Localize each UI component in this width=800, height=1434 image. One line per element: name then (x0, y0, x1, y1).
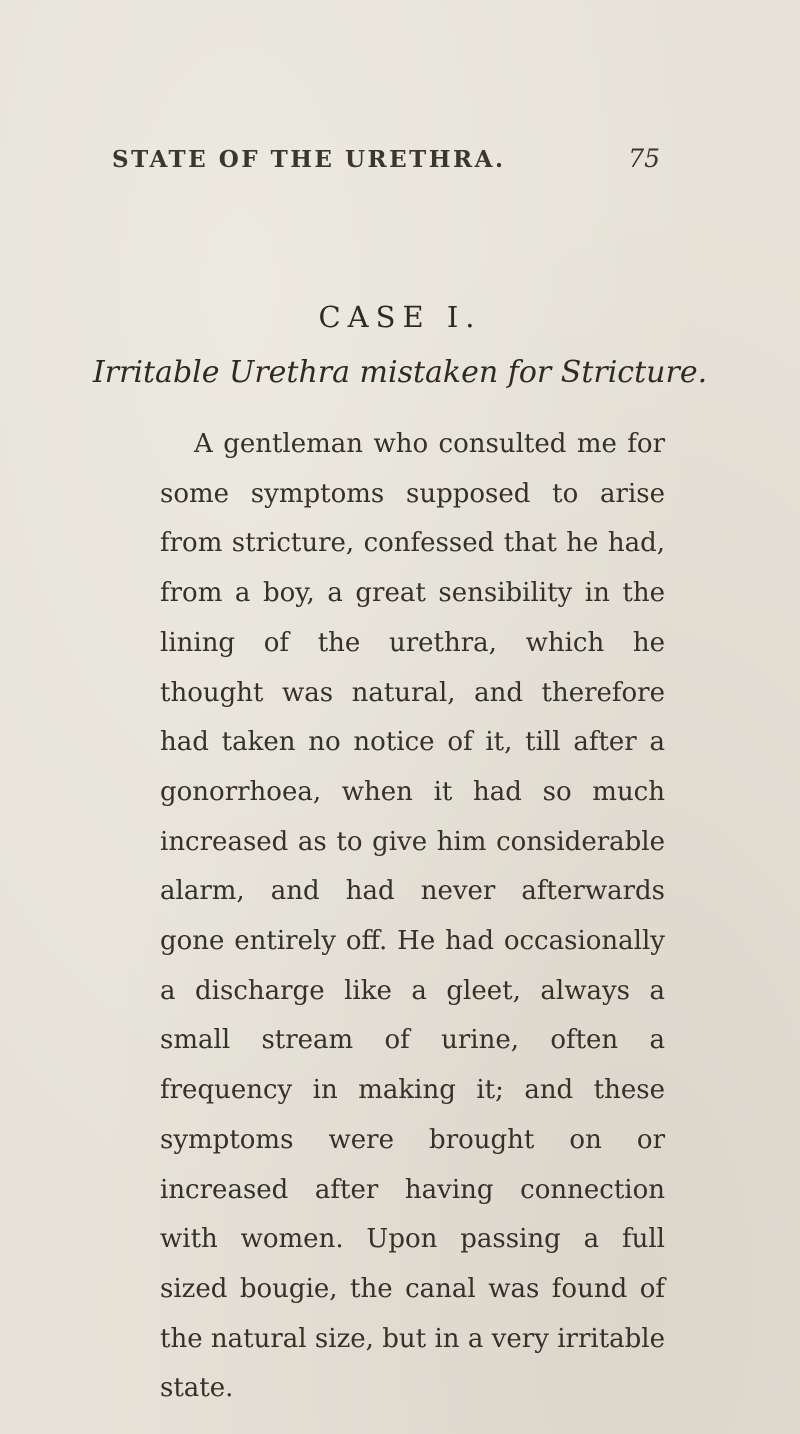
case-heading: CASE I. (318, 300, 482, 334)
running-head (100, 146, 660, 186)
running-title: STATE OF THE URETHRA. (112, 146, 506, 173)
case-paragraph: A gentleman who consulted me for some symptoms supposed to arise from stricture, confessed that he had, from a boy, a great sensibility in the lining of the urethra, which he thought was natural, and therefore had taken no notice of it, till after a gonorrhoea, when it had so much increased as to give him considerable alarm, and had never afterwards gone entirely off. He had occasionally a discharge like a gleet, always a small stream of urine, often a frequency in making it; and these symptoms were brought on or increased after having connection with women. Upon passing a full sized bougie, the canal was found of the natural size, but in a very irritable state. (160, 429, 665, 1404)
page-number: 75 (628, 144, 660, 173)
case-subtitle: Irritable Urethra mistaken for Stricture. (92, 355, 708, 390)
